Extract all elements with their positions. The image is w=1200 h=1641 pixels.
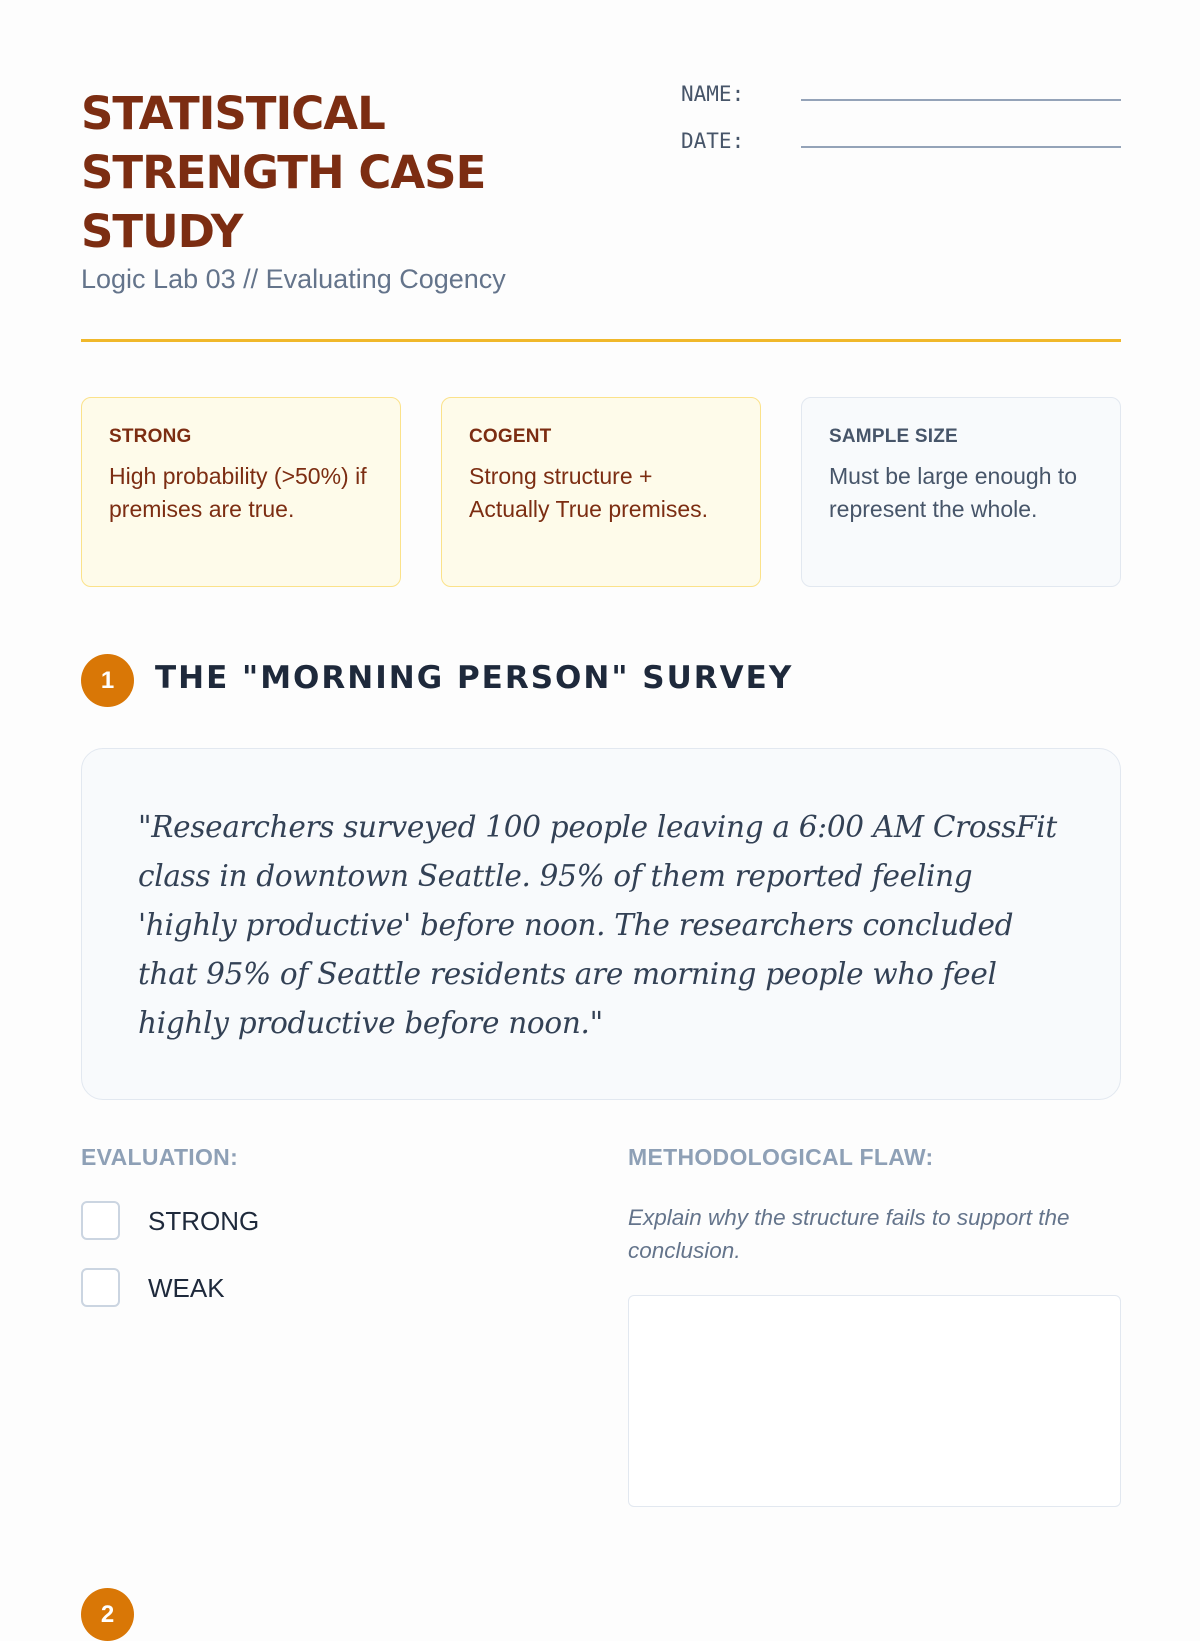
methodological-flaw-label: METHODOLOGICAL FLAW:	[628, 1144, 934, 1170]
title-line: STUDY	[81, 205, 243, 258]
scenario-text: "Researchers surveyed 100 people leaving a 6:00 AM CrossFit class in downtown Seattle. 95% of them reported feeling 'highly productive' before noon. The researchers concluded that 95% of Seattle residents are morning people who feel highly productive before noon."	[138, 810, 1057, 1040]
concept-card-body: Must be large enough to represent the whole.	[829, 463, 1078, 522]
section-number-badge: 1	[81, 654, 134, 707]
concept-card-title: STRONG	[109, 426, 192, 447]
title-line: STATISTICAL	[81, 87, 385, 140]
scenario-box	[81, 748, 1121, 1100]
weak-checkbox[interactable]	[81, 1268, 120, 1307]
date-label: DATE:	[681, 129, 745, 153]
concept-card-strong	[81, 397, 401, 587]
concept-card-body: High probability (>50%) if premises are true.	[109, 463, 367, 522]
option-strong[interactable]	[81, 1201, 381, 1241]
worksheet-title	[81, 84, 581, 261]
flaw-prompt: Explain why the structure fails to support the conclusion.	[628, 1205, 1070, 1263]
strong-checkbox[interactable]	[81, 1201, 120, 1240]
concept-card-title: COGENT	[469, 426, 552, 447]
section-title: THE "MORNING PERSON" SURVEY	[155, 660, 794, 696]
concept-card-body: Strong structure + Actually True premises.	[469, 463, 709, 522]
name-label: NAME:	[681, 82, 745, 106]
option-weak[interactable]	[81, 1268, 381, 1308]
date-line[interactable]	[801, 146, 1121, 148]
name-line[interactable]	[801, 99, 1121, 101]
worksheet-subtitle: Logic Lab 03 // Evaluating Cogency	[81, 264, 506, 294]
date-field	[681, 129, 1121, 161]
concept-card-cogent	[441, 397, 761, 587]
section-number-badge-next: 2	[81, 1588, 134, 1641]
concept-card-sample-size	[801, 397, 1121, 587]
header-divider	[81, 339, 1121, 342]
option-label: STRONG	[148, 1206, 260, 1236]
concept-card-title: SAMPLE SIZE	[829, 426, 958, 447]
title-line: STRENGTH CASE	[81, 146, 486, 199]
flaw-answer-box[interactable]	[628, 1295, 1121, 1507]
name-field	[681, 82, 1121, 114]
option-label: WEAK	[148, 1273, 225, 1303]
evaluation-label: EVALUATION:	[81, 1144, 239, 1170]
